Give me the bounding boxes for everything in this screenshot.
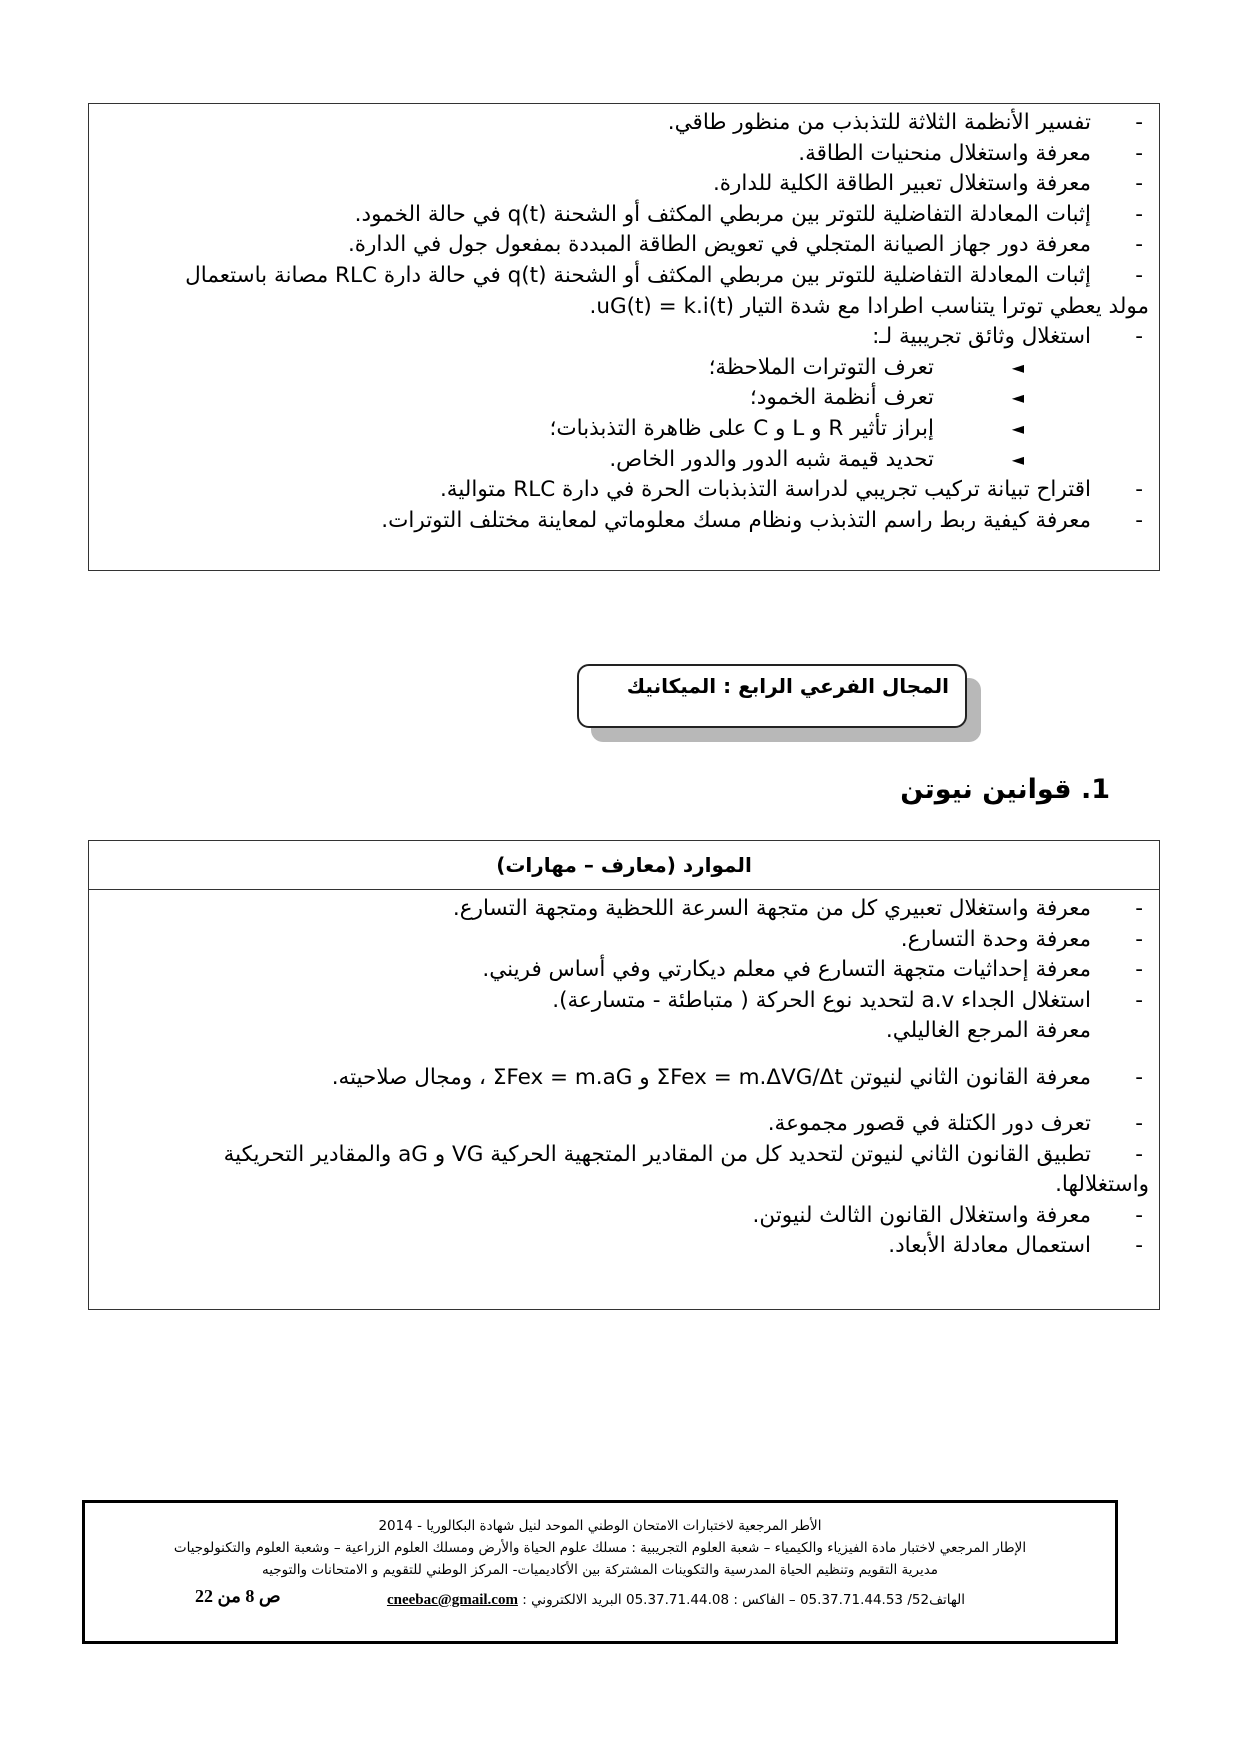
- resources-table: [88, 840, 1160, 1310]
- footer-email[interactable]: cneebac@gmail.com: [386, 1592, 518, 1608]
- resources-table-header: الموارد (معارف – مهارات): [89, 841, 1159, 890]
- subdomain-title: المجال الفرعي الرابع : الميكانيك: [577, 664, 967, 728]
- page-number: ص 8 من 22: [195, 1586, 281, 1606]
- list-item-continuation: مولد يعطي توترا يتناسب اطرادا مع شدة التيار uG(t) = k.i(t).: [589, 293, 1149, 319]
- section-title: 1. قوانين نيوتن: [900, 774, 1110, 805]
- list-item: - استغلال وثائق تجريبية لـ:: [872, 324, 1143, 350]
- list-item: معرفة المرجع الغاليلي.: [885, 1018, 1091, 1044]
- list-item: - معرفة واستغلال منحنيات الطاقة.: [798, 140, 1143, 166]
- list-item: - معرفة دور جهاز الصيانة المتجلي في تعويض الطاقة المبددة بمفعول جول في الدارة.: [347, 232, 1143, 258]
- sub-list-item: ◄ إبراز تأثير R و L و C على ظاهرة التذبذبات؛: [95, 414, 1149, 445]
- page-footer: [82, 1500, 1118, 1644]
- triangle-bullet-icon: ◄: [1011, 388, 1024, 408]
- list-item: - معرفة واستغلال تعبير الطاقة الكلية للدارة.: [712, 171, 1143, 197]
- list-item-formula: - معرفة القانون الثاني لنيوتن ΣFex = m.ΔVG/Δt و ΣFex = m.aG ، ومجال صلاحيته.: [331, 1064, 1143, 1090]
- list-item: - معرفة واستغلال تعبيري كل من متجهة السرعة اللحظية ومتجهة التسارع.: [452, 896, 1143, 921]
- triangle-bullet-icon: ◄: [1011, 357, 1024, 377]
- footer-line: مديرية التقويم وتنظيم الحياة المدرسية والتكوينات المشتركة بين الأكاديميات- المركز الوطني للتقويم و الامتحانات والتوجيه: [261, 1562, 939, 1578]
- footer-phone-fax: الهاتف52/ 05.37.71.44.53 – الفاكس : 05.37.71.44.08 البريد الالكتروني :: [522, 1592, 965, 1608]
- list-item: - إثبات المعادلة التفاضلية للتوتر بين مربطي المكثف أو الشحنة q(t) في حالة دارة RLC مصانة باستعمال: [185, 262, 1143, 288]
- list-item-continuation: واستغلالها.: [1055, 1172, 1149, 1198]
- sub-list-item: ◄ تعرف أنظمة الخمود؛: [95, 383, 1149, 414]
- list-item: - استغلال الجداء a.v لتحديد نوع الحركة ( متباطئة - متسارعة).: [552, 987, 1143, 1013]
- list-item: - إثبات المعادلة التفاضلية للتوتر بين مربطي المكثف أو الشحنة q(t) في حالة الخمود.: [354, 201, 1143, 227]
- list-item: - معرفة واستغلال القانون الثالث لنيوتن.: [752, 1202, 1143, 1228]
- list-item: - استعمال معادلة الأبعاد.: [888, 1233, 1143, 1259]
- footer-line: الإطار المرجعي لاختبار مادة الفيزياء والكيمياء – شعبة العلوم التجريبية : مسلك علوم الحياة والأرض ومسلك العلوم الزراعية – وشعبة العلوم والتكنولوجيات: [173, 1540, 1027, 1556]
- list-item: - معرفة كيفية ربط راسم التذبذب ونظام مسك معلوماتي لمعاينة مختلف التوترات.: [381, 507, 1143, 533]
- competencies-table-top: [88, 103, 1160, 571]
- footer-line: الأطر المرجعية لاختبارات الامتحان الوطني الموحد لنيل شهادة البكالوريا - 2014: [378, 1518, 822, 1534]
- footer-contact: [85, 1583, 1115, 1613]
- triangle-bullet-icon: ◄: [1011, 449, 1024, 469]
- list-item: - معرفة إحداثيات متجهة التسارع في معلم ديكارتي وفي أساس فريني.: [482, 957, 1143, 983]
- list-item: - تعرف دور الكتلة في قصور مجموعة.: [767, 1110, 1143, 1136]
- sub-list-item: ◄ تحديد قيمة شبه الدور والدور الخاص.: [95, 445, 1149, 476]
- list-item: - تفسير الأنظمة الثلاثة للتذبذب من منظور طاقي.: [667, 110, 1143, 135]
- sub-list-item: ◄ تعرف التوترات الملاحظة؛: [95, 353, 1149, 384]
- list-item: - معرفة وحدة التسارع.: [900, 926, 1143, 952]
- list-item: - تطبيق القانون الثاني لنيوتن لتحديد كل من المقادير المتجهية الحركية VG و aG والمقادير التحريكية: [223, 1141, 1143, 1167]
- triangle-bullet-icon: ◄: [1011, 418, 1024, 438]
- list-item: - اقتراح تبيانة تركيب تجريبي لدراسة التذبذبات الحرة في دارة RLC متوالية.: [439, 477, 1143, 503]
